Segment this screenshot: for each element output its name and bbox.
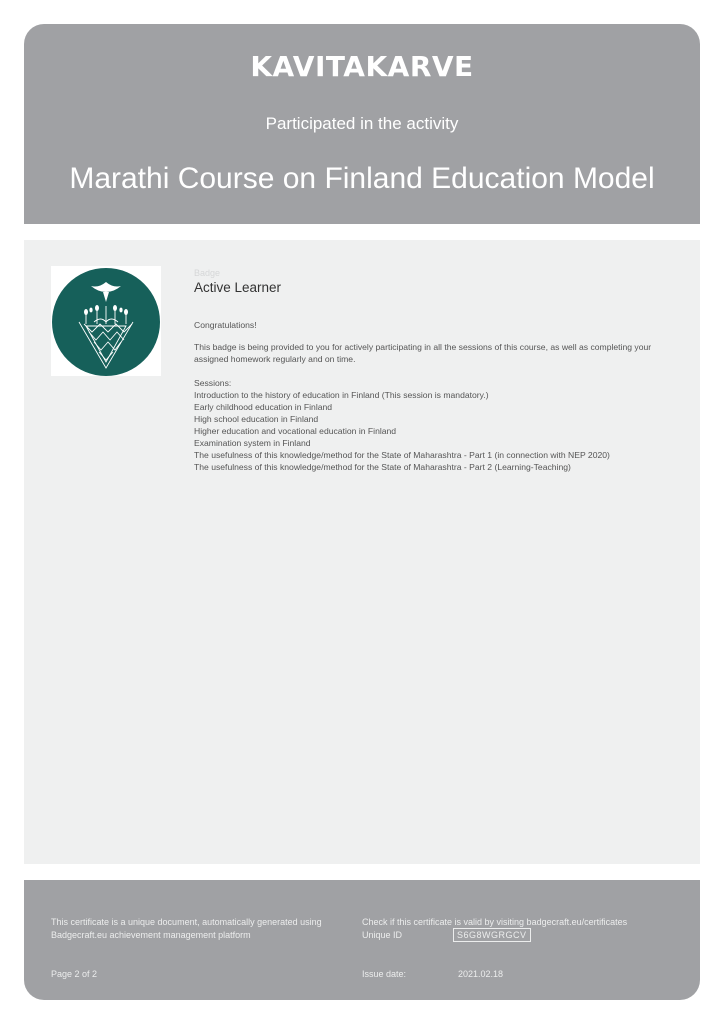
session-item: Higher education and vocational education in Finland (194, 426, 397, 436)
session-item: The usefulness of this knowledge/method for the State of Maharashtra - Part 1 (in connection with NEP 2020) (194, 450, 610, 460)
congratulations-text: Congratulations! (194, 320, 257, 330)
session-item: High school education in Finland (194, 414, 319, 424)
verification-link[interactable]: Check if this certificate is valid by visiting badgecraft.eu/certificates (362, 917, 628, 927)
session-item: Examination system in Finland (194, 438, 311, 448)
session-item: The usefulness of this knowledge/method for the State of Maharashtra - Part 2 (Learning-Teaching) (194, 462, 571, 472)
unique-id-label: Unique ID (362, 930, 403, 940)
lamp-badge-icon (51, 266, 161, 376)
issue-date-value: 2021.02.18 (458, 969, 504, 979)
platform-note: This certificate is a unique document, automatically generated using Badgecraft.eu achievement management platform (51, 917, 322, 940)
unique-id-value: S6G8WGRGCV (453, 928, 531, 942)
badge-details-panel (24, 240, 700, 864)
recipient-name: KAVITAKARVE (250, 50, 474, 83)
certificate-header (24, 24, 700, 224)
participated-label: Participated in the activity (265, 114, 459, 133)
badge-image (51, 266, 161, 376)
page-number: Page 2 of 2 (51, 969, 98, 979)
session-list (194, 389, 674, 473)
course-title: Marathi Course on Finland Education Model (69, 162, 655, 195)
badge-text-column (194, 268, 674, 473)
sessions-heading: Sessions: (194, 378, 232, 388)
certificate-footer (24, 880, 700, 1000)
badge-description: This badge is being provided to you for actively participating in all the sessions of this course, as well as completing your assigned homework regularly and on time. (194, 342, 652, 364)
session-item: Early childhood education in Finland (194, 402, 333, 412)
badge-title: Active Learner (194, 280, 282, 295)
badge-label: Badge (194, 268, 221, 278)
session-item: Introduction to the history of education in Finland (This session is mandatory.) (194, 390, 489, 400)
issue-date-label: Issue date: (362, 969, 407, 979)
